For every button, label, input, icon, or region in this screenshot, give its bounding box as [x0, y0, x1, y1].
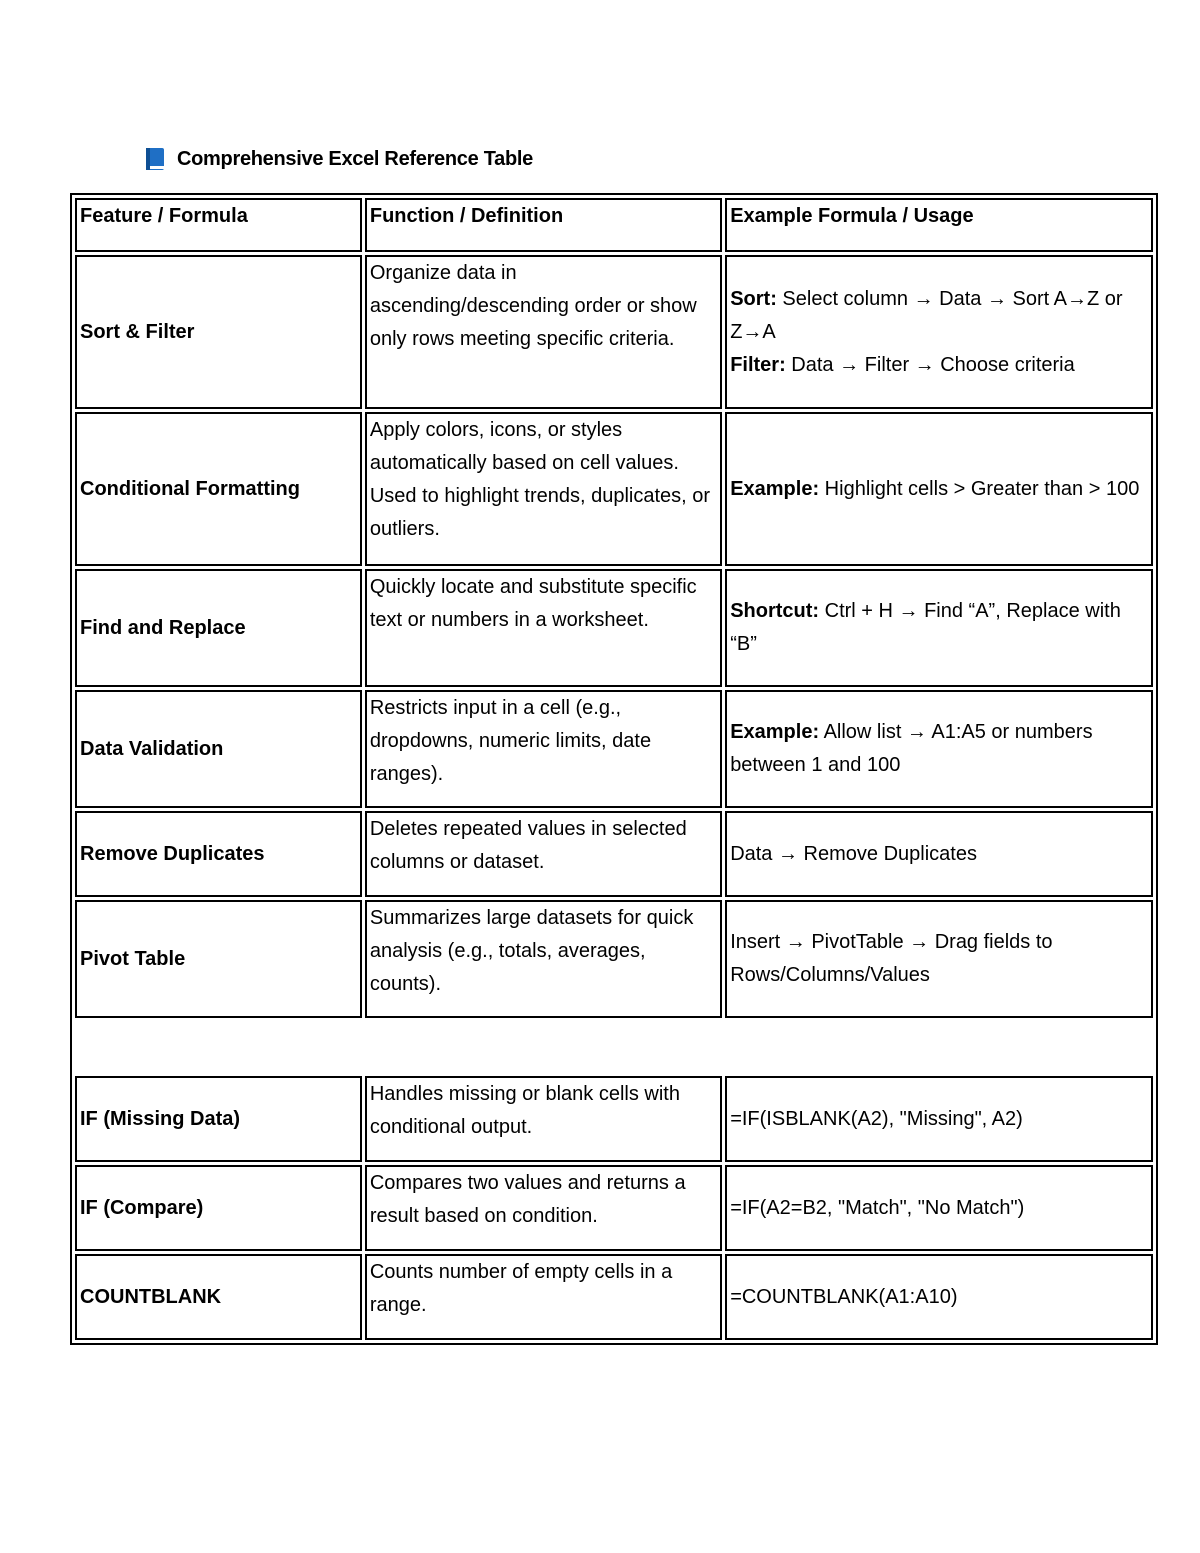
table-row: [75, 569, 1153, 687]
example-cell: [725, 690, 1153, 808]
page-title: Comprehensive Excel Reference Table: [177, 147, 533, 170]
feature-cell: IF (Compare): [75, 1165, 362, 1251]
definition-cell: Quickly locate and substitute specific text or numbers in a worksheet.: [365, 569, 722, 687]
table-row: [75, 900, 1153, 1018]
definition-cell: Compares two values and returns a result based on condition.: [365, 1165, 722, 1251]
example-cell: [725, 569, 1153, 687]
feature-cell: Remove Duplicates: [75, 811, 362, 897]
example-cell: Data → Remove Duplicates: [725, 811, 1153, 897]
table-row: [75, 1076, 1153, 1162]
definition-cell: Apply colors, icons, or styles automatically based on cell values. Used to highlight trends, duplicates, or outliers.: [365, 412, 722, 566]
feature-cell: IF (Missing Data): [75, 1076, 362, 1162]
spacer-cell: [75, 1021, 1153, 1073]
definition-cell: Organize data in ascending/descending order or show only rows meeting specific criteria.: [365, 255, 722, 409]
table-row: [75, 1254, 1153, 1340]
feature-cell: Data Validation: [75, 690, 362, 808]
table-row: [75, 1165, 1153, 1251]
example-cell: =COUNTBLANK(A1:A10): [725, 1254, 1153, 1340]
table-row: [75, 811, 1153, 897]
feature-cell: Conditional Formatting: [75, 412, 362, 566]
definition-cell: Deletes repeated values in selected columns or dataset.: [365, 811, 722, 897]
definition-cell: Handles missing or blank cells with conditional output.: [365, 1076, 722, 1162]
table-header-row: [75, 198, 1153, 252]
feature-cell: COUNTBLANK: [75, 1254, 362, 1340]
example-label: Example:: [730, 477, 820, 500]
example-cell: =IF(ISBLANK(A2), "Missing", A2): [725, 1076, 1153, 1162]
blue-book-icon: [145, 147, 165, 171]
definition-cell: Counts number of empty cells in a range.: [365, 1254, 722, 1340]
feature-cell: Find and Replace: [75, 569, 362, 687]
table-spacer-row: [75, 1021, 1153, 1073]
reference-table-container: [70, 193, 1158, 1345]
header-definition: Function / Definition: [365, 198, 722, 252]
example-cell: [725, 255, 1153, 409]
header-example: Example Formula / Usage: [725, 198, 1153, 252]
example-text: Ctrl + H → Find “A”, Replace with “B”: [730, 600, 1121, 655]
table-row: [75, 255, 1153, 409]
example-label: Filter:: [730, 353, 786, 376]
example-label: Sort:: [730, 287, 777, 310]
example-text: Data → Filter → Choose criteria: [785, 353, 1075, 376]
example-text: Highlight cells > Greater than > 100: [819, 477, 1140, 500]
example-cell: Insert → PivotTable → Drag fields to Rows/Columns/Values: [725, 900, 1153, 1018]
example-label: Shortcut:: [730, 600, 820, 622]
table-row: [75, 690, 1153, 808]
definition-cell: Restricts input in a cell (e.g., dropdowns, numeric limits, date ranges).: [365, 690, 722, 808]
definition-cell: Summarizes large datasets for quick analysis (e.g., totals, averages, counts).: [365, 900, 722, 1018]
document-heading: [145, 144, 533, 174]
feature-cell: Sort & Filter: [75, 255, 362, 409]
example-label: Example:: [730, 721, 820, 743]
reference-table: [70, 193, 1158, 1345]
table-row: [75, 412, 1153, 566]
header-feature: Feature / Formula: [75, 198, 362, 252]
example-text: Select column → Data → Sort A→Z or Z→A: [730, 287, 1123, 343]
example-text: Allow list → A1:A5 or numbers between 1 and 100: [730, 721, 1093, 776]
example-cell: =IF(A2=B2, "Match", "No Match"): [725, 1165, 1153, 1251]
feature-cell: Pivot Table: [75, 900, 362, 1018]
example-cell: [725, 412, 1153, 566]
